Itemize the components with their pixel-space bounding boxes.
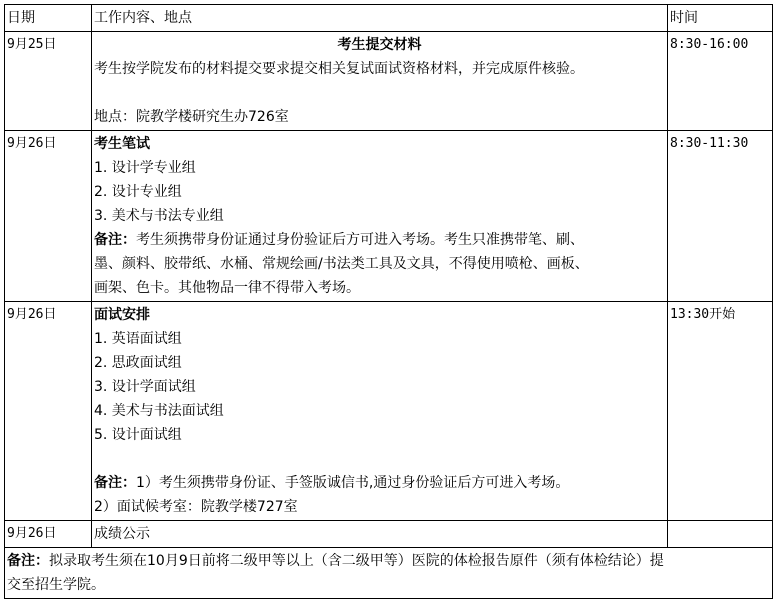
footer-note bbox=[5, 548, 773, 599]
list-item: 1. 设计学专业组 bbox=[94, 160, 196, 176]
note-text: 墨、颜料、胶带纸、水桶、常规绘画/书法类工具及文具，不得使用喷枪、画板、 bbox=[94, 256, 589, 272]
header-date: 日期 bbox=[5, 5, 92, 32]
note-label: 备注： bbox=[94, 232, 136, 248]
row-note bbox=[94, 471, 665, 495]
list-item: 1. 英语面试组 bbox=[94, 331, 182, 347]
spacer bbox=[94, 447, 665, 471]
row-time bbox=[668, 521, 773, 548]
row-time: 8:30-16:00 bbox=[668, 32, 773, 131]
note-text: 交至招生学院。 bbox=[7, 577, 105, 593]
note-label: 备注： bbox=[94, 475, 136, 491]
table-row bbox=[5, 302, 773, 521]
table-row bbox=[5, 32, 773, 131]
row-title: 考生笔试 bbox=[94, 136, 150, 152]
header-row bbox=[5, 5, 773, 32]
row-content bbox=[92, 32, 668, 131]
row-content bbox=[92, 302, 668, 521]
row-content bbox=[92, 131, 668, 302]
header-time: 时间 bbox=[668, 5, 773, 32]
row-date: 9月26日 bbox=[5, 131, 92, 302]
list-item: 4. 美术与书法面试组 bbox=[94, 403, 224, 419]
list-item: 2. 思政面试组 bbox=[94, 355, 182, 371]
footer-note-line bbox=[7, 549, 770, 573]
schedule-table bbox=[4, 4, 773, 599]
list-item: 3. 设计学面试组 bbox=[94, 379, 196, 395]
row-title: 面试安排 bbox=[94, 307, 150, 323]
row-location: 地点：院教学楼研究生办726室 bbox=[94, 109, 289, 125]
row-date: 9月25日 bbox=[5, 32, 92, 131]
note-text: 1）考生须携带身份证、手签版诚信书,通过身份验证后方可进入考场。 bbox=[136, 475, 570, 491]
list-item: 2. 设计专业组 bbox=[94, 184, 182, 200]
note-text: 画架、色卡。其他物品一律不得带入考场。 bbox=[94, 280, 360, 296]
row-time: 8:30-11:30 bbox=[668, 131, 773, 302]
note-label: 备注： bbox=[7, 553, 49, 569]
note-text: 2）面试候考室：院教学楼727室 bbox=[94, 499, 298, 515]
list-item: 3. 美术与书法专业组 bbox=[94, 208, 224, 224]
table-row bbox=[5, 131, 773, 302]
footer-row bbox=[5, 548, 773, 599]
table-row bbox=[5, 521, 773, 548]
row-date: 9月26日 bbox=[5, 521, 92, 548]
header-content: 工作内容、地点 bbox=[92, 5, 668, 32]
row-note bbox=[94, 228, 665, 252]
list-item: 5. 设计面试组 bbox=[94, 427, 182, 443]
row-description: 考生按学院发布的材料提交要求提交相关复试面试资格材料，并完成原件核验。 bbox=[94, 61, 584, 77]
row-date: 9月26日 bbox=[5, 302, 92, 521]
row-title: 考生提交材料 bbox=[337, 37, 422, 53]
row-time: 13:30开始 bbox=[668, 302, 773, 521]
spacer bbox=[94, 81, 665, 105]
note-text: 考生须携带身份证通过身份验证后方可进入考场。考生只准携带笔、刷、 bbox=[136, 232, 584, 248]
row-content: 成绩公示 bbox=[92, 521, 668, 548]
note-text: 拟录取考生须在10月9日前将二级甲等以上（含二级甲等）医院的体检报告原件（须有体检结论）提 bbox=[49, 553, 664, 569]
